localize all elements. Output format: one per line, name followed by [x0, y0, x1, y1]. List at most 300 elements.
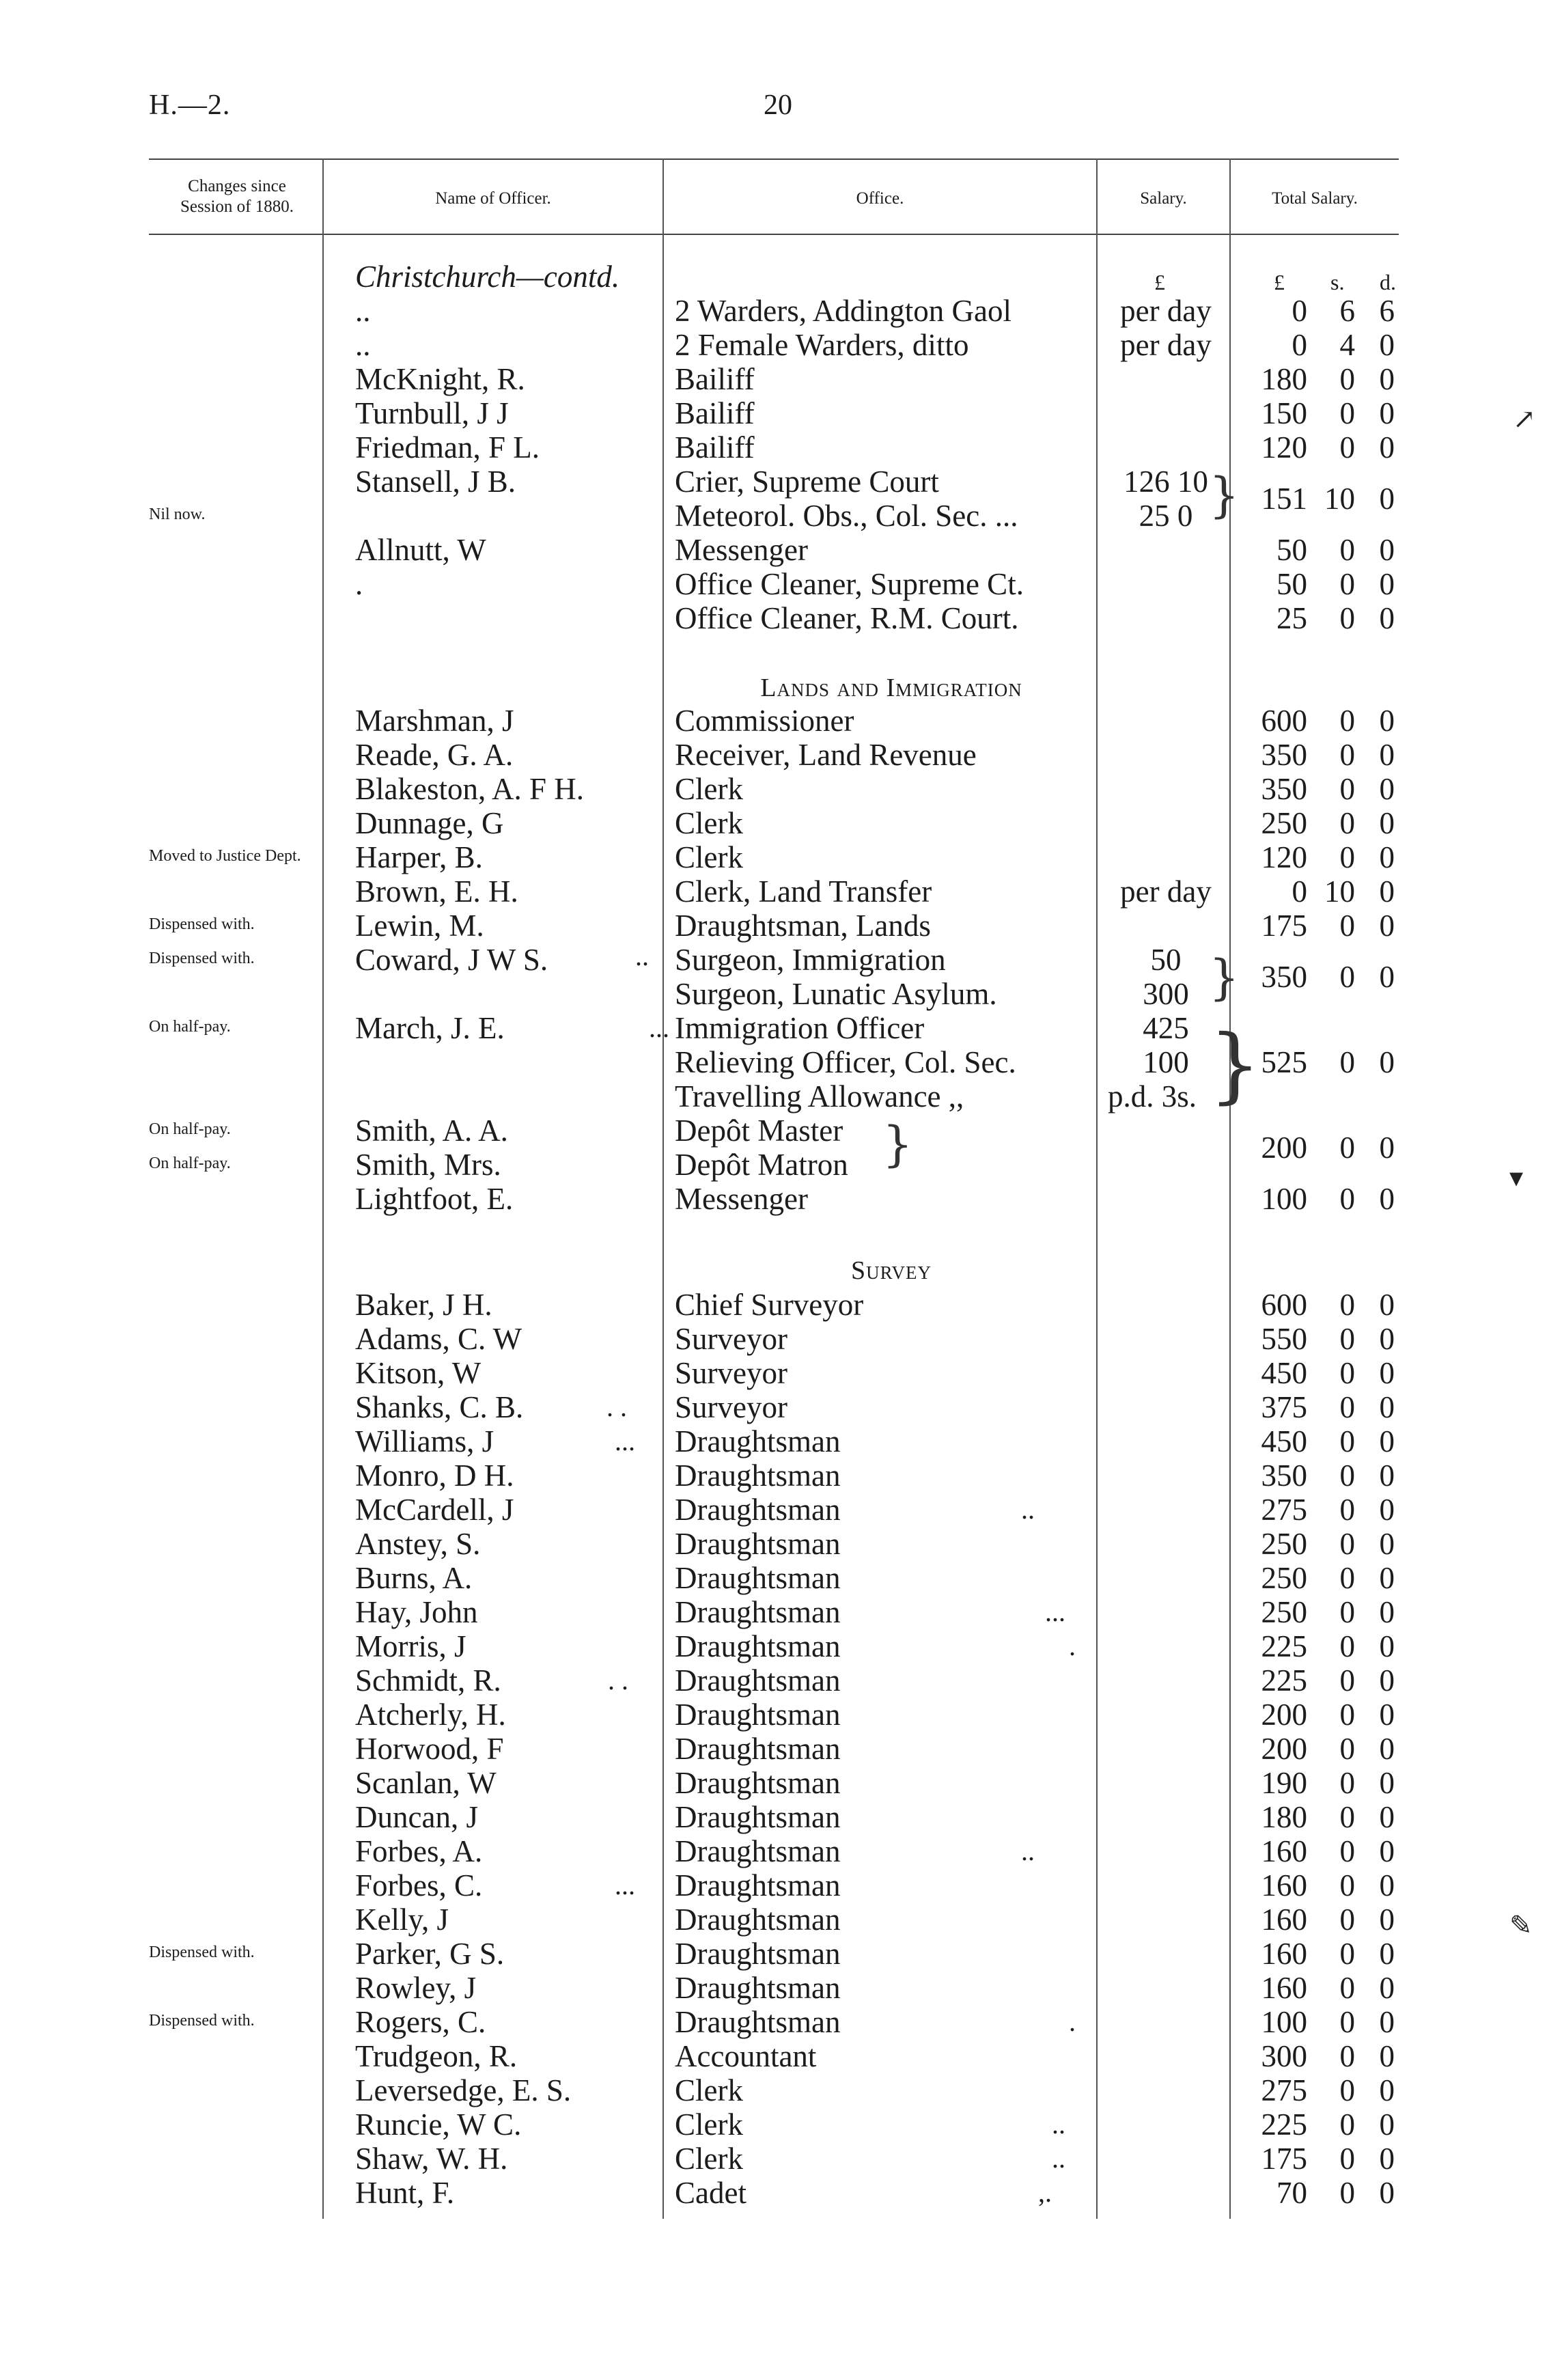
- total-pounds: 250: [1261, 1595, 1307, 1629]
- total-pounds: 225: [1261, 1629, 1307, 1663]
- total-shillings: 0: [1339, 1766, 1355, 1800]
- total-shillings: 0: [1339, 1800, 1355, 1834]
- section-title: Survey: [851, 1256, 932, 1285]
- total-shillings: 0: [1339, 840, 1355, 874]
- total-pounds: 0: [1292, 328, 1307, 362]
- office-title: Messenger: [675, 533, 808, 567]
- table-row: [0, 1834, 1549, 1868]
- office-title: Clerk: [675, 772, 743, 806]
- table-row: [0, 362, 1549, 396]
- leader-dots: .: [1069, 2006, 1076, 2037]
- total-pence: 0: [1379, 567, 1395, 601]
- margin-mark: ↗: [1513, 404, 1536, 434]
- officer-name: ..: [355, 328, 371, 362]
- officer-name: March, J. E.: [355, 1011, 505, 1045]
- officer-name: Reade, G. A.: [355, 738, 514, 772]
- table-row: [0, 1561, 1549, 1595]
- total-pence: 0: [1379, 430, 1395, 465]
- office-title: Clerk: [675, 2107, 743, 2142]
- office-title: Bailiff: [675, 362, 755, 396]
- officer-name: .: [355, 567, 363, 601]
- total-pounds: 225: [1261, 1663, 1307, 1698]
- office-title: Clerk: [675, 806, 743, 840]
- table-row: [0, 1663, 1549, 1698]
- total-shillings: 6: [1339, 294, 1355, 328]
- total-shillings: 0: [1339, 1424, 1355, 1458]
- table-row: [0, 601, 1549, 635]
- total-shillings: 0: [1339, 1663, 1355, 1698]
- table-row: [0, 2142, 1549, 2176]
- section-title: Lands and Immigration: [760, 674, 1022, 702]
- salary-value: 300: [1143, 977, 1189, 1011]
- total-shillings: 0: [1339, 430, 1355, 465]
- office-title: Accountant: [675, 2039, 817, 2073]
- total-pence: 0: [1379, 533, 1395, 567]
- total-pence: 0: [1379, 909, 1395, 943]
- leader-dots: . .: [606, 1392, 627, 1422]
- total-pounds: 200: [1261, 1131, 1307, 1165]
- officer-name: ..: [355, 294, 371, 328]
- salary-value: 425: [1143, 1011, 1189, 1045]
- total-pence: 0: [1379, 1732, 1395, 1766]
- total-pence: 0: [1379, 806, 1395, 840]
- total-pence: 0: [1379, 2142, 1395, 2176]
- table-row: [0, 1629, 1549, 1663]
- officer-name: Parker, G S.: [355, 1937, 505, 1971]
- total-pounds: 250: [1261, 1527, 1307, 1561]
- office-title: 2 Warders, Addington Gaol: [675, 294, 1011, 328]
- total-shillings: 0: [1339, 1356, 1355, 1390]
- officer-name: Kitson, W: [355, 1356, 482, 1390]
- total-pounds: 180: [1261, 362, 1307, 396]
- total-pounds: 600: [1261, 704, 1307, 738]
- total-pounds: 0: [1292, 294, 1307, 328]
- table-row: [0, 1458, 1549, 1493]
- total-shillings: 0: [1339, 772, 1355, 806]
- total-pounds: 50: [1276, 567, 1307, 601]
- officer-name: Morris, J: [355, 1629, 466, 1663]
- unit-total-pence: d.: [1380, 270, 1396, 294]
- table-row: [0, 430, 1549, 465]
- total-shillings: 0: [1339, 1458, 1355, 1493]
- officer-name: Baker, J H.: [355, 1288, 492, 1322]
- officer-name: McKnight, R.: [355, 362, 525, 396]
- officer-name: Stansell, J B.: [355, 465, 516, 499]
- margin-mark: ▾: [1509, 1162, 1524, 1193]
- total-pounds: 120: [1261, 430, 1307, 465]
- total-shillings: 0: [1339, 1561, 1355, 1595]
- total-shillings: 0: [1339, 2005, 1355, 2039]
- total-pence: 0: [1379, 2107, 1395, 2142]
- total-pounds: 250: [1261, 806, 1307, 840]
- col-header-office: Office.: [856, 189, 904, 208]
- table-row: [0, 874, 1549, 909]
- officer-name: Marshman, J: [355, 704, 514, 738]
- officer-name: Rowley, J: [355, 1971, 477, 2005]
- table-row: [0, 1424, 1549, 1458]
- total-pence: 0: [1379, 1322, 1395, 1356]
- officer-name: Trudgeon, R.: [355, 2039, 518, 2073]
- total-shillings: 0: [1339, 1045, 1355, 1079]
- table-row: [0, 806, 1549, 840]
- officer-name: Lightfoot, E.: [355, 1182, 514, 1216]
- officer-name: Allnutt, W: [355, 533, 486, 567]
- total-pence: 0: [1379, 1527, 1395, 1561]
- total-shillings: 0: [1339, 2142, 1355, 2176]
- officer-name: Smith, Mrs.: [355, 1148, 501, 1182]
- table-row: [0, 2176, 1549, 2210]
- office-title: Draughtsman: [675, 1732, 841, 1766]
- total-pence: 0: [1379, 1561, 1395, 1595]
- total-pence: 0: [1379, 601, 1395, 635]
- officer-name: Kelly, J: [355, 1902, 449, 1937]
- salary-value: 25 0: [1139, 499, 1193, 533]
- office-title: Clerk: [675, 840, 743, 874]
- total-shillings: 0: [1339, 738, 1355, 772]
- table-row: [0, 1079, 1549, 1113]
- total-pounds: 175: [1261, 2142, 1307, 2176]
- total-shillings: 0: [1339, 1131, 1355, 1165]
- officer-name: Scanlan, W: [355, 1766, 497, 1800]
- office-title: Bailiff: [675, 430, 755, 465]
- total-pounds: 160: [1261, 1834, 1307, 1868]
- officer-name: Lewin, M.: [355, 909, 484, 943]
- officer-name: Friedman, F L.: [355, 430, 540, 465]
- officer-name: Williams, J: [355, 1424, 494, 1458]
- officer-name: Anstey, S.: [355, 1527, 481, 1561]
- total-shillings: 0: [1339, 567, 1355, 601]
- officer-name: Coward, J W S.: [355, 943, 548, 977]
- office-brace: }: [882, 1116, 913, 1172]
- table-row: [0, 1288, 1549, 1322]
- total-shillings: 0: [1339, 909, 1355, 943]
- salary-value: 50: [1150, 943, 1182, 977]
- table-row: [0, 1356, 1549, 1390]
- leader-dots: ..: [1021, 1494, 1035, 1525]
- total-pence: 0: [1379, 482, 1395, 516]
- total-shillings: 0: [1339, 533, 1355, 567]
- total-pounds: 190: [1261, 1766, 1307, 1800]
- office-title: 2 Female Warders, ditto: [675, 328, 969, 362]
- total-pence: 0: [1379, 1766, 1395, 1800]
- office-title: Draughtsman: [675, 1834, 841, 1868]
- total-pounds: 200: [1261, 1732, 1307, 1766]
- office-title: Draughtsman: [675, 1595, 841, 1629]
- office-title: Receiver, Land Revenue: [675, 738, 977, 772]
- total-pounds: 70: [1276, 2176, 1307, 2210]
- total-pence: 0: [1379, 1868, 1395, 1902]
- change-note: Dispensed with.: [149, 915, 255, 933]
- office-title: Draughtsman: [675, 1629, 841, 1663]
- office-title: Cadet: [675, 2176, 746, 2210]
- leader-dots: ..: [635, 941, 649, 971]
- leader-dots: ...: [649, 1012, 669, 1043]
- office-title: Draughtsman: [675, 1424, 841, 1458]
- officer-name: Brown, E. H.: [355, 874, 518, 909]
- salary-brace: }: [1209, 467, 1240, 523]
- unit-total-pound: £: [1274, 270, 1285, 294]
- officer-name: Forbes, C.: [355, 1868, 483, 1902]
- office-title: Surgeon, Lunatic Asylum.: [675, 977, 997, 1011]
- leader-dots: ..: [1021, 1836, 1035, 1866]
- table-row: [0, 2073, 1549, 2107]
- total-shillings: 0: [1339, 1595, 1355, 1629]
- total-shillings: 0: [1339, 1322, 1355, 1356]
- unit-total-shillings: s.: [1330, 270, 1345, 294]
- total-pounds: 160: [1261, 1971, 1307, 2005]
- table-row: [0, 1131, 1549, 1182]
- total-pounds: 600: [1261, 1288, 1307, 1322]
- table-row: [0, 1732, 1549, 1766]
- change-note: On half-pay.: [149, 1120, 231, 1138]
- officer-name: Smith, A. A.: [355, 1113, 508, 1148]
- total-pounds: 275: [1261, 1493, 1307, 1527]
- total-shillings: 0: [1339, 1629, 1355, 1663]
- officer-name: Blakeston, A. F H.: [355, 772, 585, 806]
- office-title: Surgeon, Immigration: [675, 943, 946, 977]
- heading-christchurch-contd: Christchurch—contd.: [355, 260, 620, 294]
- total-pounds: 160: [1261, 1937, 1307, 1971]
- total-pounds: 100: [1261, 2005, 1307, 2039]
- table-row: [0, 1937, 1549, 1971]
- total-pence: 0: [1379, 1458, 1395, 1493]
- total-pounds: 100: [1261, 1182, 1307, 1216]
- office-title: Draughtsman: [675, 1527, 841, 1561]
- total-pounds: 250: [1261, 1561, 1307, 1595]
- total-pence: 6: [1379, 294, 1395, 328]
- table-row: [0, 738, 1549, 772]
- total-pence: 0: [1379, 1902, 1395, 1937]
- total-pence: 0: [1379, 1288, 1395, 1322]
- table-row: [0, 2039, 1549, 2073]
- col-header-salary: Salary.: [1140, 189, 1187, 208]
- salary-value: per day: [1120, 328, 1212, 362]
- total-pounds: 50: [1276, 533, 1307, 567]
- officer-name: McCardell, J: [355, 1493, 514, 1527]
- office-title: Surveyor: [675, 1356, 787, 1390]
- officer-name: Schmidt, R.: [355, 1663, 501, 1698]
- table-row: [0, 2005, 1549, 2039]
- table-row: [0, 294, 1549, 328]
- col-header-changes-line1: Changes since: [188, 177, 286, 195]
- officer-name: Burns, A.: [355, 1561, 473, 1595]
- salary-value: per day: [1120, 294, 1212, 328]
- change-note: On half-pay.: [149, 1154, 231, 1172]
- total-shillings: 0: [1339, 1182, 1355, 1216]
- total-pence: 0: [1379, 396, 1395, 430]
- total-shillings: 0: [1339, 1698, 1355, 1732]
- total-pounds: 275: [1261, 2073, 1307, 2107]
- table-row: [0, 1322, 1549, 1356]
- officer-name: Rogers, C.: [355, 2005, 486, 2039]
- total-pence: 0: [1379, 1834, 1395, 1868]
- change-note: Moved to Justice Dept.: [149, 847, 301, 865]
- office-title: Depôt Matron: [675, 1148, 848, 1182]
- officer-name: Monro, D H.: [355, 1458, 514, 1493]
- total-shillings: 0: [1339, 1868, 1355, 1902]
- total-pounds: 525: [1261, 1045, 1307, 1079]
- total-shillings: 0: [1339, 2107, 1355, 2142]
- office-title: Surveyor: [675, 1390, 787, 1424]
- document-code: H.—2.: [149, 89, 231, 121]
- office-title: Draughtsman: [675, 1663, 841, 1698]
- office-title: Chief Surveyor: [675, 1288, 864, 1322]
- total-pence: 0: [1379, 2005, 1395, 2039]
- total-pence: 0: [1379, 1182, 1395, 1216]
- salary-value: 100: [1143, 1045, 1189, 1079]
- total-pounds: 375: [1261, 1390, 1307, 1424]
- change-note: Dispensed with.: [149, 950, 255, 967]
- office-title: Draughtsman: [675, 1458, 841, 1493]
- officer-name: Leversedge, E. S.: [355, 2073, 572, 2107]
- total-pounds: 225: [1261, 2107, 1307, 2142]
- total-shillings: 4: [1339, 328, 1355, 362]
- office-title: Surveyor: [675, 1322, 787, 1356]
- total-shillings: 0: [1339, 806, 1355, 840]
- total-pence: 0: [1379, 1356, 1395, 1390]
- total-pounds: 350: [1261, 1458, 1307, 1493]
- total-pence: 0: [1379, 328, 1395, 362]
- leader-dots: ...: [615, 1426, 635, 1456]
- total-pounds: 175: [1261, 909, 1307, 943]
- total-shillings: 0: [1339, 396, 1355, 430]
- officer-name: Harper, B.: [355, 840, 483, 874]
- officer-name: Turnbull, J J: [355, 396, 509, 430]
- office-title: Draughtsman: [675, 1937, 841, 1971]
- total-pence: 0: [1379, 2039, 1395, 2073]
- total-pounds: 450: [1261, 1424, 1307, 1458]
- office-title: Draughtsman: [675, 1971, 841, 2005]
- officer-name: Dunnage, G: [355, 806, 504, 840]
- office-title: Commissioner: [675, 704, 854, 738]
- table-row: [0, 1902, 1549, 1937]
- total-pounds: 350: [1261, 772, 1307, 806]
- officer-name: Hay, John: [355, 1595, 478, 1629]
- office-title: Draughtsman: [675, 1561, 841, 1595]
- leader-dots: ,.: [1038, 2177, 1052, 2208]
- total-shillings: 10: [1324, 482, 1355, 516]
- total-shillings: 0: [1339, 2039, 1355, 2073]
- officer-name: Atcherly, H.: [355, 1698, 506, 1732]
- change-note: Dispensed with.: [149, 1943, 255, 1961]
- leader-dots: ..: [1052, 2143, 1065, 2174]
- total-shillings: 0: [1339, 2176, 1355, 2210]
- table-row: [0, 567, 1549, 601]
- col-header-name: Name of Officer.: [435, 189, 551, 208]
- total-pounds: 180: [1261, 1800, 1307, 1834]
- total-pounds: 0: [1292, 874, 1307, 909]
- unit-salary-pound: £: [1154, 270, 1165, 294]
- table-row: [0, 1045, 1549, 1079]
- total-shillings: 0: [1339, 601, 1355, 635]
- office-title: Draughtsman: [675, 1800, 841, 1834]
- office-title: Draughtsman: [675, 1902, 841, 1937]
- total-pence: 0: [1379, 1595, 1395, 1629]
- officer-name: Duncan, J: [355, 1800, 478, 1834]
- total-pence: 0: [1379, 2073, 1395, 2107]
- officer-name: Shaw, W. H.: [355, 2142, 508, 2176]
- office-title: Draughtsman, Lands: [675, 909, 931, 943]
- total-shillings: 0: [1339, 1971, 1355, 2005]
- total-pounds: 25: [1276, 601, 1307, 635]
- office-title: Office Cleaner, Supreme Ct.: [675, 567, 1024, 601]
- office-title: Draughtsman: [675, 2005, 841, 2039]
- total-shillings: 0: [1339, 704, 1355, 738]
- total-pence: 0: [1379, 1131, 1395, 1165]
- leader-dots: ...: [615, 1870, 635, 1900]
- table-row: [0, 909, 1549, 943]
- table-row: [0, 704, 1549, 738]
- change-note: Nil now.: [149, 506, 206, 523]
- table-row: [0, 533, 1549, 567]
- total-pounds: 200: [1261, 1698, 1307, 1732]
- leader-dots: . .: [608, 1665, 628, 1696]
- salary-value: p.d. 3s.: [1108, 1079, 1197, 1113]
- office-title: Clerk, Land Transfer: [675, 874, 932, 909]
- total-pounds: 120: [1261, 840, 1307, 874]
- office-title: Office Cleaner, R.M. Court.: [675, 601, 1019, 635]
- total-pounds: 350: [1261, 738, 1307, 772]
- table-row: [0, 1971, 1549, 2005]
- total-pounds: 300: [1261, 2039, 1307, 2073]
- total-pounds: 550: [1261, 1322, 1307, 1356]
- total-shillings: 0: [1339, 960, 1355, 994]
- total-pence: 0: [1379, 1663, 1395, 1698]
- table-row: [0, 396, 1549, 430]
- total-pounds: 350: [1261, 960, 1307, 994]
- office-title: Meteorol. Obs., Col. Sec. ...: [675, 499, 1018, 533]
- total-pence: 0: [1379, 1045, 1395, 1079]
- leader-dots: ...: [1045, 1596, 1065, 1627]
- total-shillings: 0: [1339, 1937, 1355, 1971]
- officer-name: Hunt, F.: [355, 2176, 455, 2210]
- total-pounds: 450: [1261, 1356, 1307, 1390]
- office-title: Immigration Officer: [675, 1011, 925, 1045]
- total-pence: 0: [1379, 840, 1395, 874]
- salary-brace: }: [1209, 1018, 1261, 1113]
- total-pence: 0: [1379, 1698, 1395, 1732]
- total-shillings: 0: [1339, 2073, 1355, 2107]
- page-number: 20: [764, 89, 792, 121]
- total-pence: 0: [1379, 1493, 1395, 1527]
- total-shillings: 0: [1339, 1834, 1355, 1868]
- table-row: [0, 1390, 1549, 1424]
- table-row: [0, 1011, 1549, 1045]
- col-header-changes-line2: Session of 1880.: [180, 197, 294, 216]
- table-row: [0, 1766, 1549, 1800]
- total-shillings: 0: [1339, 1902, 1355, 1937]
- officer-name: Horwood, F: [355, 1732, 504, 1766]
- leader-dots: .: [1069, 1631, 1076, 1661]
- salary-value: per day: [1120, 874, 1212, 909]
- total-pounds: 160: [1261, 1868, 1307, 1902]
- officer-name: Forbes, A.: [355, 1834, 483, 1868]
- salary-value: 126 10: [1124, 465, 1208, 499]
- office-title: Clerk: [675, 2142, 743, 2176]
- table-row: [0, 1182, 1549, 1216]
- total-shillings: 0: [1339, 1493, 1355, 1527]
- total-pence: 0: [1379, 738, 1395, 772]
- total-pence: 0: [1379, 1937, 1395, 1971]
- total-pounds: 150: [1261, 396, 1307, 430]
- total-shillings: 0: [1339, 1288, 1355, 1322]
- table-row: [0, 328, 1549, 362]
- table-row: [0, 1800, 1549, 1834]
- total-pence: 0: [1379, 2176, 1395, 2210]
- total-pence: 0: [1379, 1390, 1395, 1424]
- office-title: Bailiff: [675, 396, 755, 430]
- office-title: Relieving Officer, Col. Sec.: [675, 1045, 1016, 1079]
